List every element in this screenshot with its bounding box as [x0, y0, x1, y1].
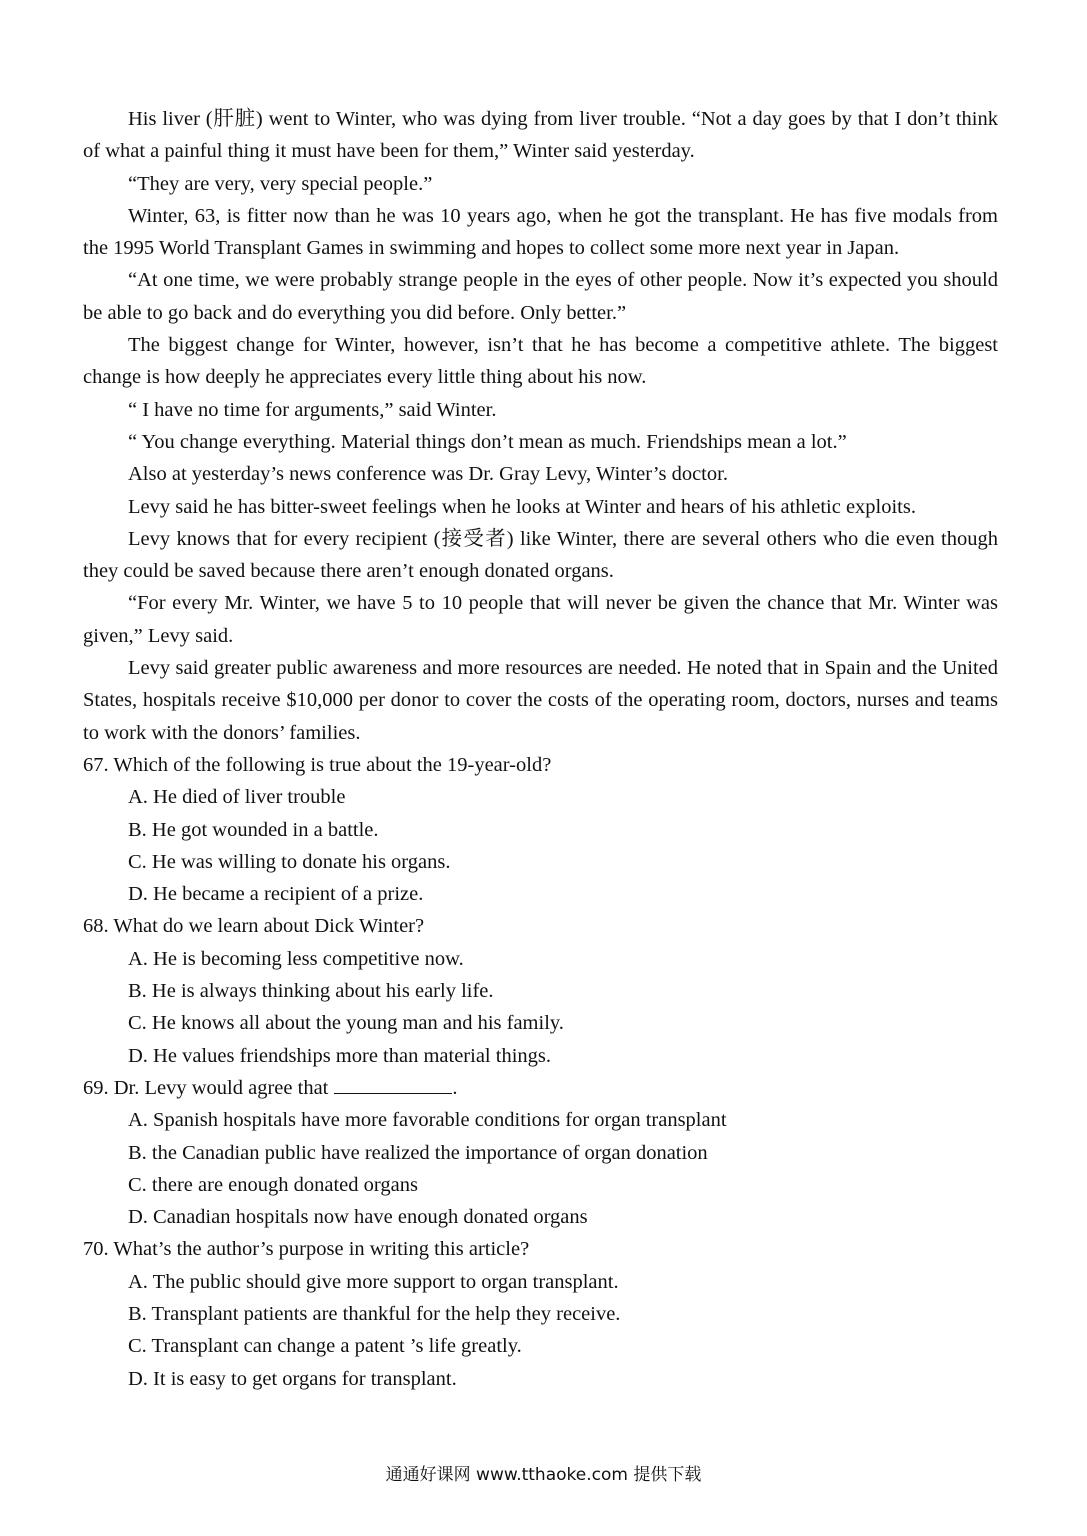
paragraph: “For every Mr. Winter, we have 5 to 10 people that will never be given the chance that Mr. Winter was given,” Levy said. [83, 592, 998, 647]
option-c: C. He was willing to donate his organs. [128, 850, 451, 873]
paragraph: “At one time, we were probably strange people in the eyes of other people. Now it’s expected you should be able to go back and do everything you did before. Only better.” [83, 269, 998, 324]
answer-blank [334, 1077, 452, 1094]
paragraph: The biggest change for Winter, however, isn’t that he has become a competitive athlete. The biggest change is how deeply he appreciates every little thing about his now. [83, 334, 998, 389]
paragraph: “ I have no time for arguments,” said Winter. [128, 398, 497, 421]
question-stem-end: . [452, 1076, 458, 1099]
paragraph: Levy said greater public awareness and more resources are needed. He noted that in Spain and the United States, hospitals receive $10,000 per donor to cover the costs of the operating room, doctors, nurses and teams to work with the donors’ families. [83, 657, 998, 744]
paragraph: “They are very, very special people.” [128, 172, 433, 195]
question-stem: 70. What’s the author’s purpose in writing this article? [83, 1238, 530, 1261]
paragraph: “ You change everything. Material things don’t mean as much. Friendships mean a lot.” [128, 430, 847, 453]
question-stem: 68. What do we learn about Dick Winter? [83, 915, 425, 938]
question-67 [83, 749, 998, 910]
question-70 [83, 1233, 998, 1394]
option-b: B. He got wounded in a battle. [128, 818, 379, 841]
paragraph: Levy knows that for every recipient (接受者) like Winter, there are several others who die even though they could be saved because there aren’t enough donated organs. [83, 527, 998, 583]
paragraph: Also at yesterday’s news conference was Dr. Gray Levy, Winter’s doctor. [128, 463, 728, 486]
option-b: B. Transplant patients are thankful for the help they receive. [128, 1302, 621, 1325]
question-68 [83, 910, 998, 1071]
question-stem-line [83, 1072, 998, 1104]
page-footer: 通通好课网 www.tthaoke.com 提供下载 [385, 1465, 702, 1485]
option-b: B. He is always thinking about his early life. [128, 980, 494, 1003]
option-b: B. the Canadian public have realized the importance of organ donation [128, 1141, 708, 1164]
option-c: C. Transplant can change a patent ’s life greatly. [128, 1335, 522, 1358]
option-a: A. He died of liver trouble [128, 786, 346, 809]
option-d: D. He values friendships more than material things. [128, 1044, 551, 1067]
option-c: C. there are enough donated organs [128, 1173, 418, 1196]
paragraph: Levy said he has bitter-sweet feelings when he looks at Winter and hears of his athletic exploits. [128, 495, 916, 518]
option-a: A. The public should give more support to organ transplant. [128, 1270, 619, 1293]
document-body [83, 103, 998, 1395]
question-stem: 67. Which of the following is true about the 19-year-old? [83, 753, 552, 776]
option-a: A. He is becoming less competitive now. [128, 947, 464, 970]
option-d: D. It is easy to get organs for transplant. [128, 1367, 457, 1390]
paragraph: His liver (肝脏) went to Winter, who was dying from liver trouble. “Not a day goes by that I don’t think of what a painful thing it must have been for them,” Winter said yesterday. [83, 108, 998, 163]
option-c: C. He knows all about the young man and his family. [128, 1012, 564, 1035]
option-d: D. Canadian hospitals now have enough donated organs [128, 1206, 588, 1229]
option-d: D. He became a recipient of a prize. [128, 883, 424, 906]
question-69 [83, 1072, 998, 1233]
paragraph: Winter, 63, is fitter now than he was 10 years ago, when he got the transplant. He has five modals from the 1995 World Transplant Games in swimming and hopes to collect some more next year in Japan. [83, 204, 998, 260]
option-a: A. Spanish hospitals have more favorable conditions for organ transplant [128, 1109, 727, 1132]
question-stem: 69. Dr. Levy would agree that [83, 1076, 329, 1099]
